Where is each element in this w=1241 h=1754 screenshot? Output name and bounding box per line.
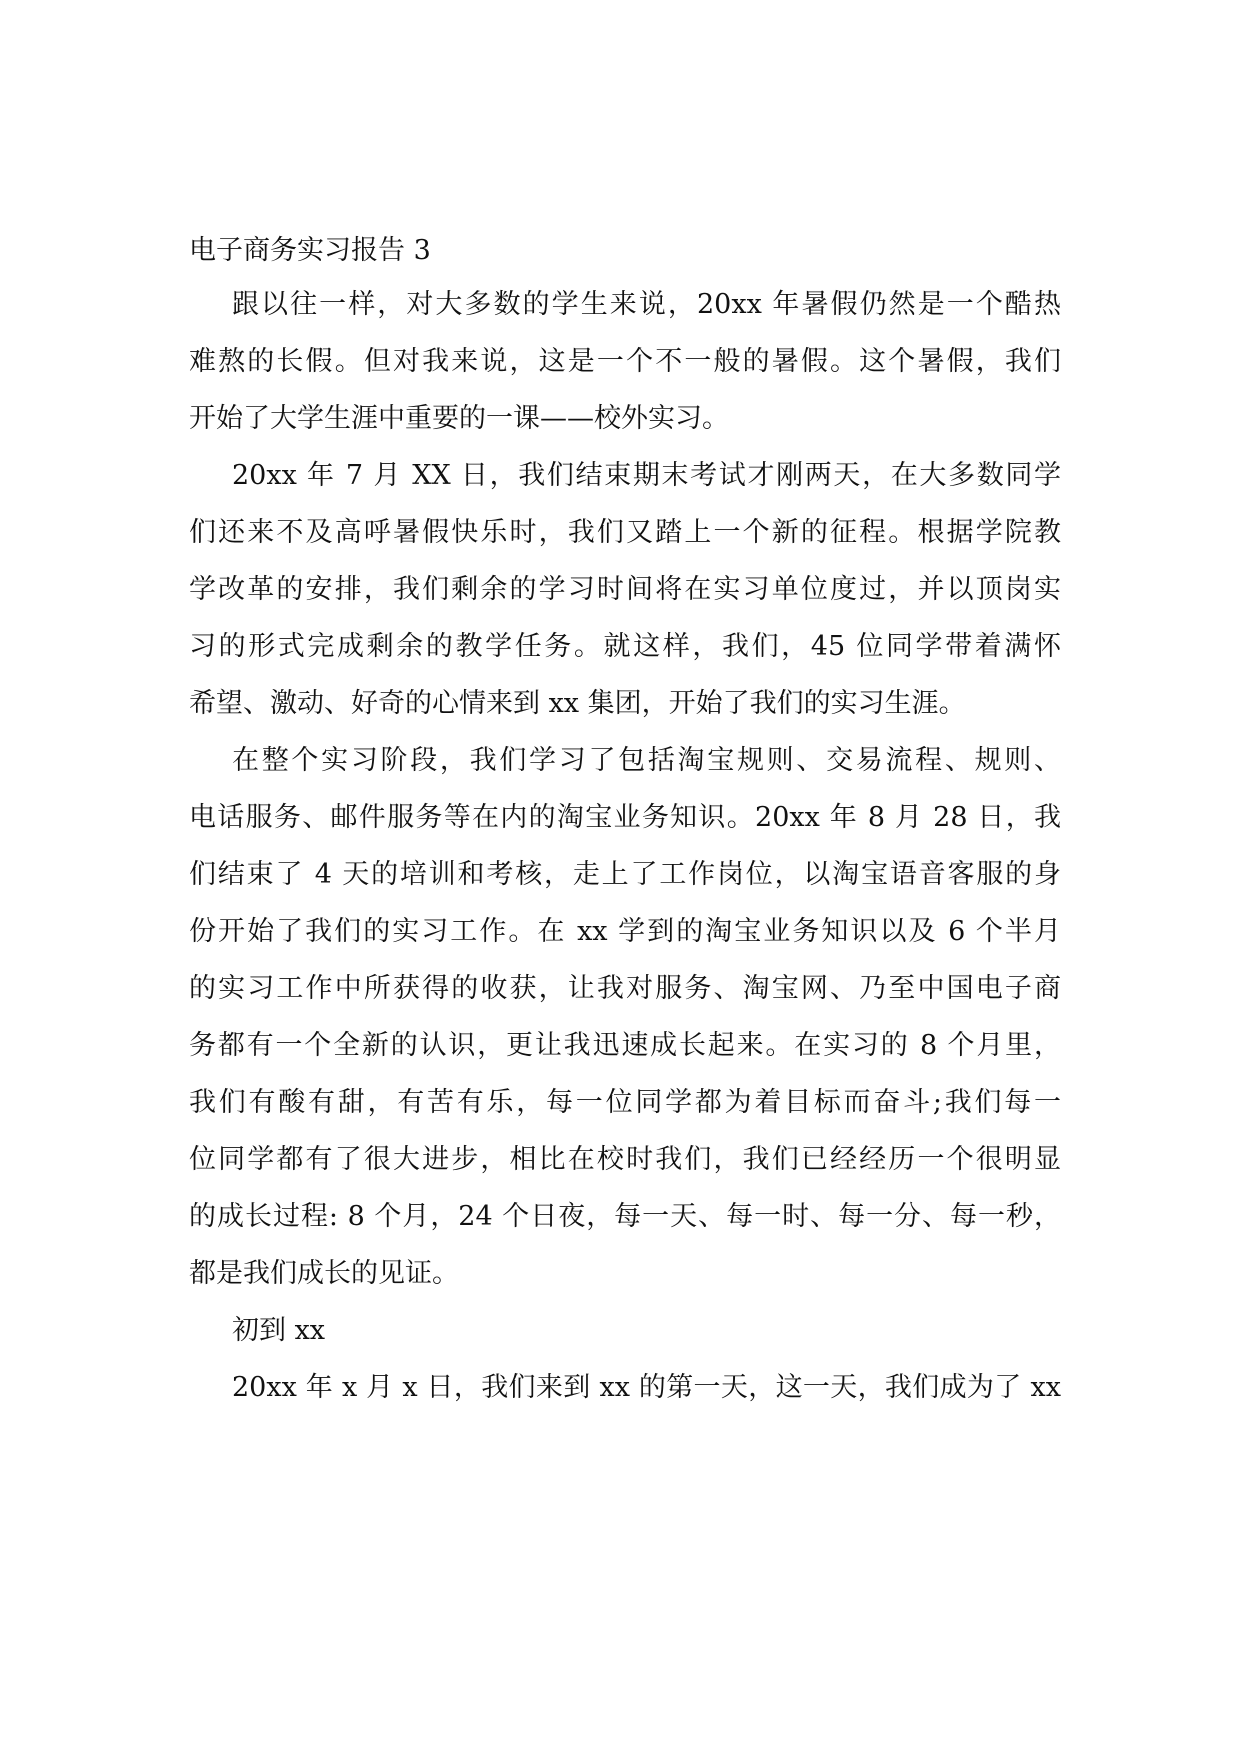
- paragraph-line: 在整个实习阶段，我们学习了包括淘宝规则、交易流程、规则、: [232, 745, 1061, 776]
- paragraph-line: 的实习工作中所获得的收获，让我对服务、淘宝网、乃至中国电子商: [189, 973, 1061, 1004]
- paragraph-line: 的成长过程: 8 个月，24 个日夜，每一天、每一时、每一分、每一秒，: [189, 1201, 1061, 1232]
- paragraph-line: 电话服务、邮件服务等在内的淘宝业务知识。20xx 年 8 月 28 日，我: [189, 802, 1061, 833]
- paragraph-line: 难熬的长假。但对我来说，这是一个不一般的暑假。这个暑假，我们: [189, 346, 1061, 377]
- paragraph-line: 学改革的安排，我们剩余的学习时间将在实习单位度过，并以顶岗实: [189, 574, 1061, 605]
- paragraph-line: 20xx 年 x 月 x 日，我们来到 xx 的第一天，这一天，我们成为了 xx: [232, 1372, 1061, 1403]
- paragraph-line: 开始了大学生涯中重要的一课——校外实习。: [189, 403, 729, 434]
- paragraph-line: 习的形式完成剩余的教学任务。就这样，我们，45 位同学带着满怀: [189, 631, 1061, 662]
- paragraph-line: 20xx 年 7 月 XX 日，我们结束期末考试才刚两天，在大多数同学: [232, 460, 1061, 491]
- section-heading: 初到 xx: [232, 1315, 326, 1346]
- paragraph-line: 务都有一个全新的认识，更让我迅速成长起来。在实习的 8 个月里，: [189, 1030, 1061, 1061]
- document-title: 电子商务实习报告 3: [189, 235, 431, 266]
- paragraph-line: 跟以往一样，对大多数的学生来说，20xx 年暑假仍然是一个酷热: [232, 289, 1061, 320]
- paragraph-line: 都是我们成长的见证。: [189, 1258, 459, 1289]
- paragraph-line: 们还来不及高呼暑假快乐时，我们又踏上一个新的征程。根据学院教: [189, 517, 1061, 548]
- paragraph-line: 我们有酸有甜，有苦有乐，每一位同学都为着目标而奋斗;我们每一: [189, 1087, 1061, 1118]
- paragraph-line: 们结束了 4 天的培训和考核，走上了工作岗位，以淘宝语音客服的身: [189, 859, 1061, 890]
- paragraph-line: 位同学都有了很大进步，相比在校时我们，我们已经经历一个很明显: [189, 1144, 1061, 1175]
- paragraph-line: 份开始了我们的实习工作。在 xx 学到的淘宝业务知识以及 6 个半月: [189, 916, 1061, 947]
- paragraph-line: 希望、激动、好奇的心情来到 xx 集团，开始了我们的实习生涯。: [189, 688, 966, 719]
